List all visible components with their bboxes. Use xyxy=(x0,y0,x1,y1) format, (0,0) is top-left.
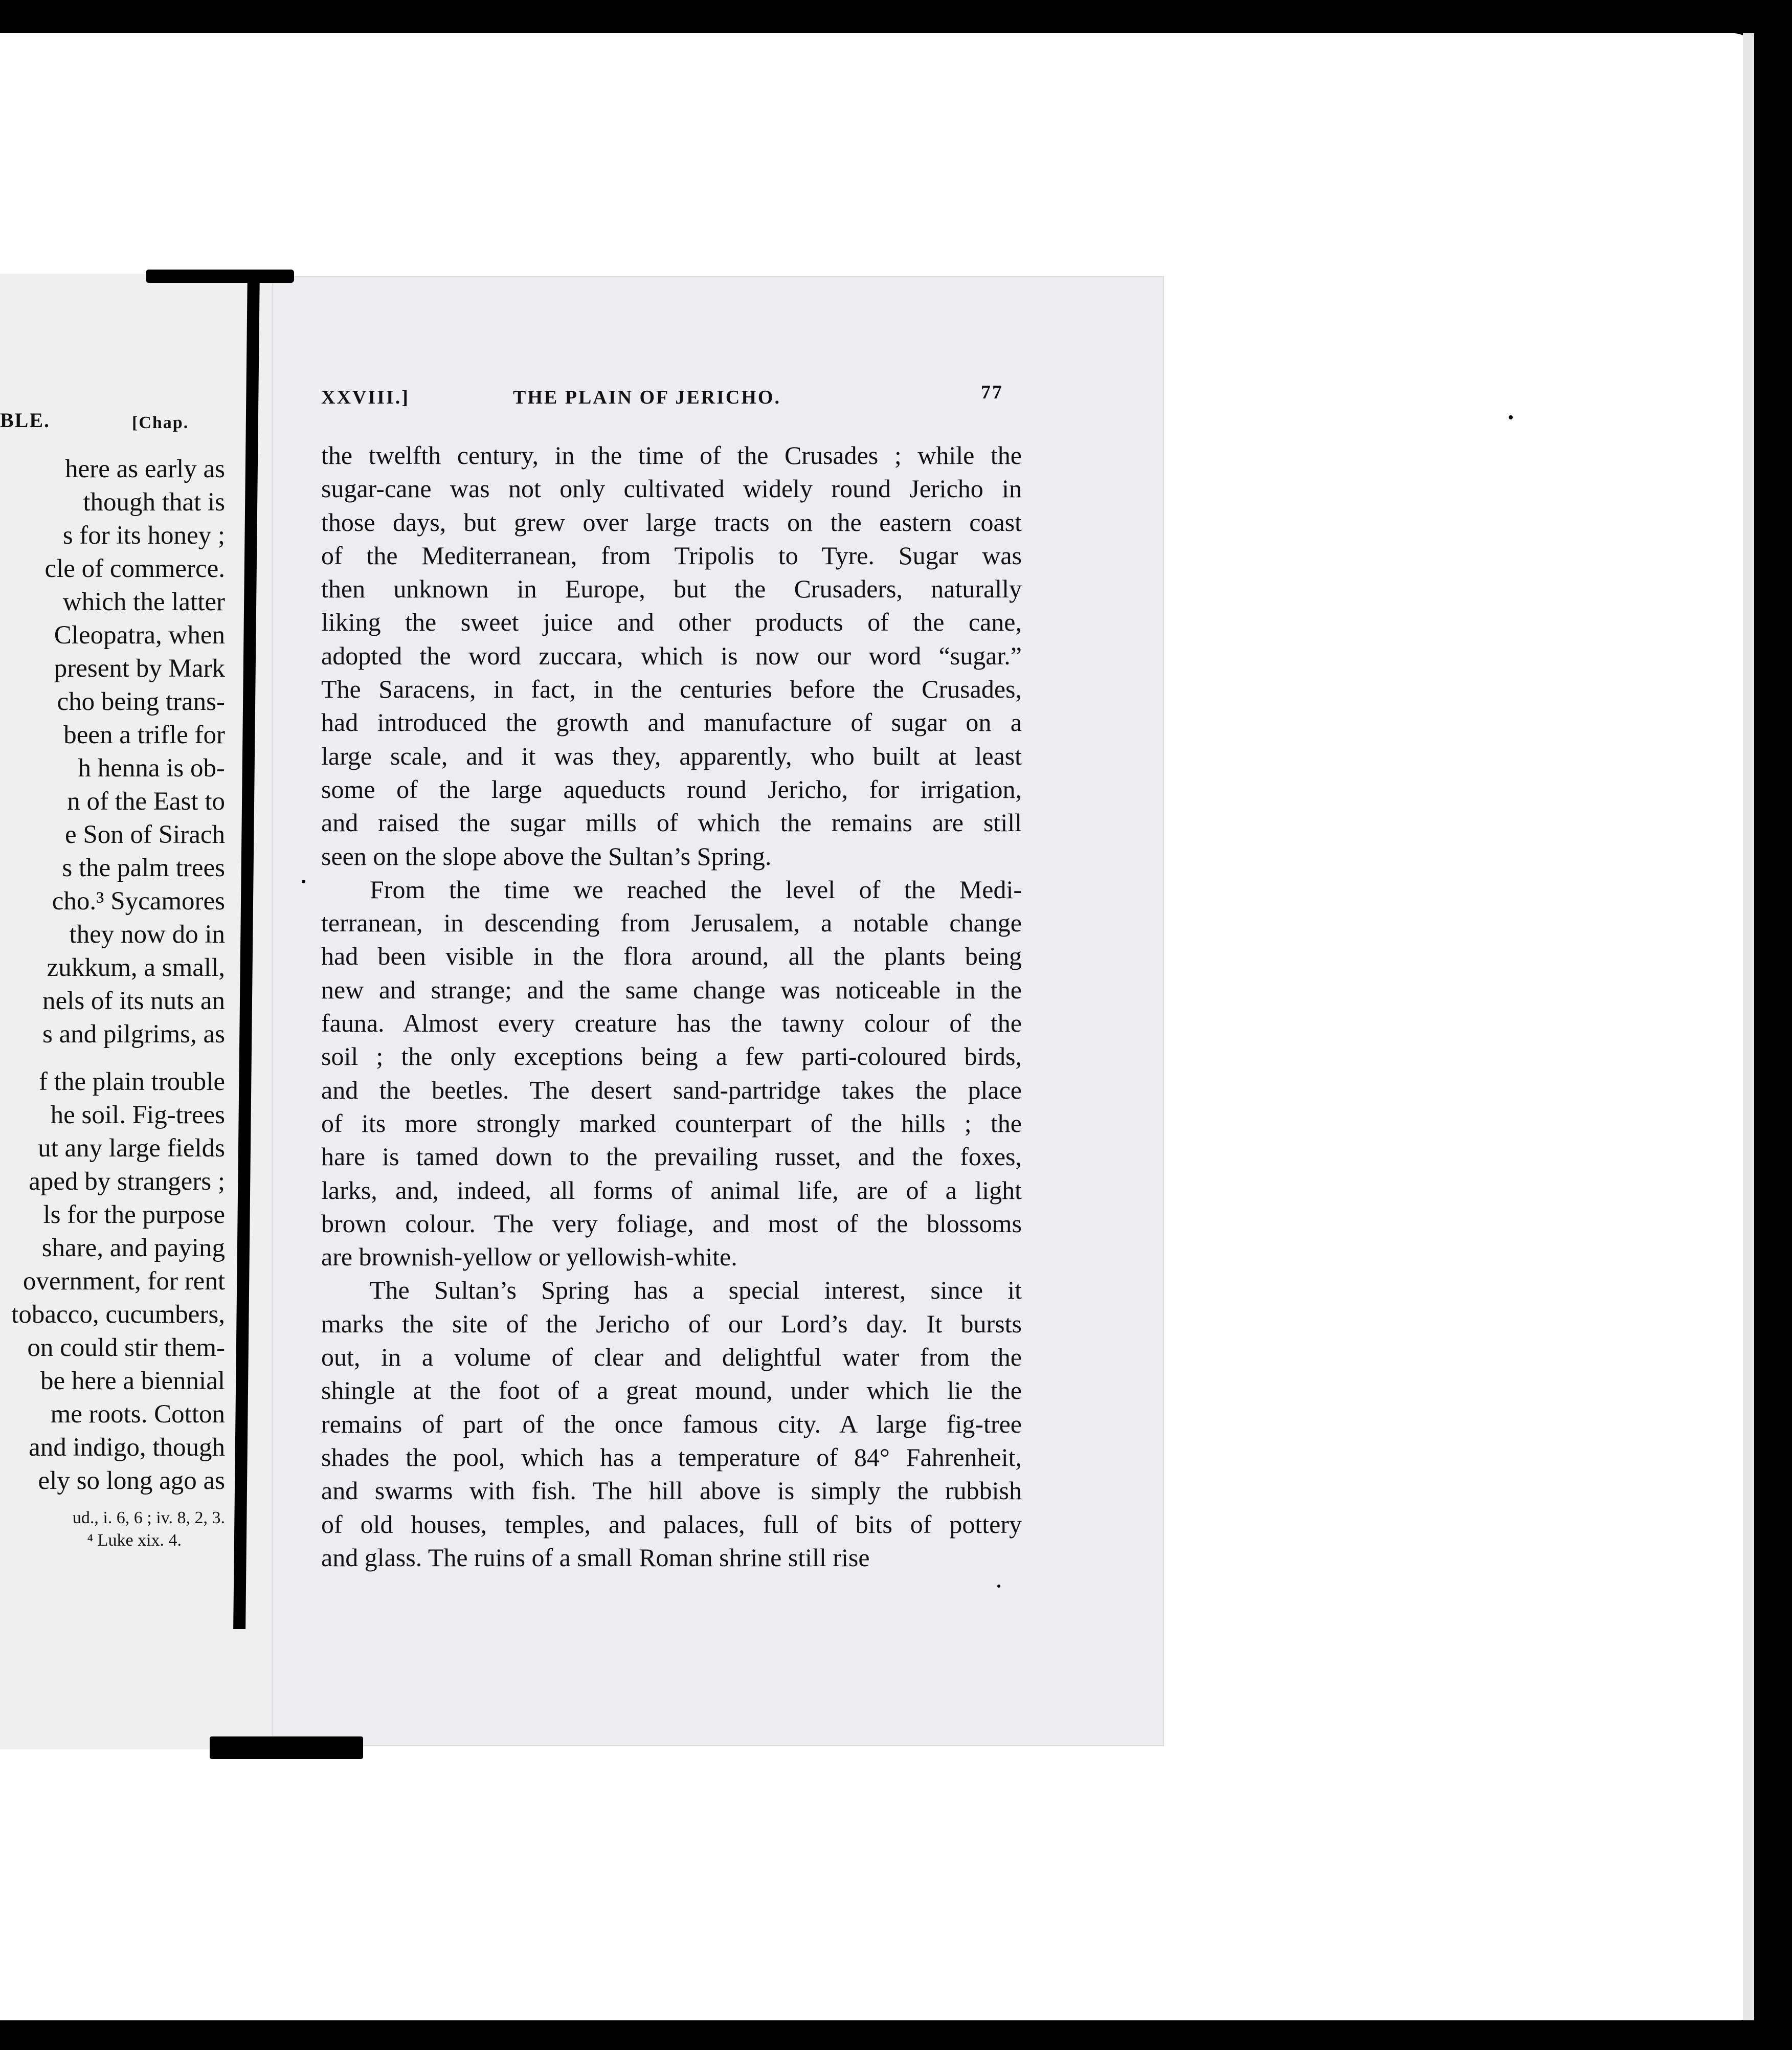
left-text-line: n of the East to xyxy=(67,787,225,816)
body-text-line: The Saracens, in fact, in the centuries before the Crusades, xyxy=(321,675,1022,704)
body-text-line: seen on the slope above the Sultan’s Spring. xyxy=(321,841,772,871)
body-text-line: liking the sweet juice and other products of the cane, xyxy=(321,608,1022,637)
body-text-line: larks, and, indeed, all forms of animal life, are of a light xyxy=(321,1175,1022,1205)
chapter-label: XXVIII.] xyxy=(321,387,410,408)
body-text-line: brown colour. The very foliage, and most of the blossoms xyxy=(321,1209,1022,1238)
body-text-line: fauna. Almost every creature has the tawny colour of the xyxy=(321,1009,1022,1038)
body-text-line: had introduced the growth and manufacture of sugar on a xyxy=(321,708,1022,737)
left-text-line: cho.³ Sycamores xyxy=(52,887,225,916)
body-text-line: The Sultan’s Spring has a special interest, since it xyxy=(370,1276,1022,1305)
scan-speck xyxy=(302,880,305,883)
left-running-head: BLE. xyxy=(0,409,51,432)
body-text-line: and the beetles. The desert sand-partridge takes the place xyxy=(321,1075,1022,1104)
left-text-line: and indigo, though xyxy=(29,1433,225,1462)
body-text-line: new and strange; and the same change was noticeable in the xyxy=(321,975,1022,1004)
left-text-line: s the palm trees xyxy=(62,854,225,882)
running-title: THE PLAIN OF JERICHO. xyxy=(513,387,781,408)
body-text-line: and glass. The ruins of a small Roman shrine still rise xyxy=(321,1543,870,1572)
left-text-line: ely so long ago as xyxy=(38,1466,225,1495)
scan-speck xyxy=(1509,415,1513,419)
body-text-line: some of the large aqueducts round Jericho, for irrigation, xyxy=(321,774,1022,804)
left-page-body xyxy=(0,0,225,2050)
scan-speck xyxy=(997,1585,1000,1588)
right-page-body xyxy=(321,439,1022,1574)
left-text-line: been a trifle for xyxy=(63,721,225,749)
bracket-top-bar xyxy=(146,270,294,283)
body-text-line: are brownish-yellow or yellowish-white. xyxy=(321,1242,737,1272)
left-text-line: ls for the purpose xyxy=(43,1200,225,1229)
left-text-line: f the plain trouble xyxy=(39,1067,225,1096)
left-text-line: which the latter xyxy=(62,588,225,616)
sheet-edge xyxy=(1743,33,1754,2020)
left-text-line: present by Mark xyxy=(54,654,225,683)
body-text-line: and swarms with fish. The hill above is simply the rubbish xyxy=(321,1476,1022,1505)
body-text-line: shingle at the foot of a great mound, under which lie the xyxy=(321,1376,1022,1405)
body-text-line: of its more strongly marked counterpart of the hills ; the xyxy=(321,1108,1022,1138)
body-text-line: soil ; the only exceptions being a few parti-coloured birds, xyxy=(321,1042,1022,1071)
left-text-line: be here a biennial xyxy=(40,1367,225,1395)
body-text-line: sugar-cane was not only cultivated widely round Jericho in xyxy=(321,474,1022,503)
body-text-line: shades the pool, which has a temperature of 84° Fahrenheit, xyxy=(321,1442,1022,1472)
left-text-line: aped by strangers ; xyxy=(29,1167,225,1196)
page-number: 77 xyxy=(981,382,1003,403)
body-text-line: terranean, in descending from Jerusalem, a notable change xyxy=(321,908,1022,938)
left-text-line: zukkum, a small, xyxy=(47,953,225,982)
left-text-line: nels of its nuts an xyxy=(42,987,225,1015)
body-text-line: marks the site of the Jericho of our Lord’s day. It bursts xyxy=(321,1309,1022,1338)
left-text-line: though that is xyxy=(83,488,225,517)
left-text-line: ut any large fields xyxy=(38,1134,225,1163)
body-text-line: out, in a volume of clear and delightful water from the xyxy=(321,1343,1022,1372)
left-text-line: on could stir them- xyxy=(27,1333,225,1362)
body-text-line: hare is tamed down to the prevailing russet, and the foxes, xyxy=(321,1142,1022,1171)
left-text-line: share, and paying xyxy=(41,1234,225,1262)
body-text-line: of old houses, temples, and palaces, full of bits of pottery xyxy=(321,1509,1022,1539)
left-chapter-label: [Chap. xyxy=(132,413,189,432)
left-text-line: cle of commerce. xyxy=(44,554,225,583)
body-text-line: of the Mediterranean, from Tripolis to Tyre. Sugar was xyxy=(321,541,1022,570)
body-text-line: remains of part of the once famous city. A large fig-tree xyxy=(321,1409,1022,1438)
right-page-header xyxy=(321,382,1004,417)
left-text-line: they now do in xyxy=(69,920,225,949)
left-footnote: ud., i. 6, 6 ; iv. 8, 2, 3. xyxy=(72,1508,225,1527)
body-text-line: then unknown in Europe, but the Crusaders, naturally xyxy=(321,574,1022,604)
left-text-line: me roots. Cotton xyxy=(50,1400,225,1429)
left-text-line: cho being trans- xyxy=(57,687,225,716)
body-text-line: those days, but grew over large tracts on the eastern coast xyxy=(321,507,1022,537)
body-text-line: the twelfth century, in the time of the Crusades ; while the xyxy=(321,441,1022,470)
body-text-line: had been visible in the flora around, all the plants being xyxy=(321,942,1022,971)
left-text-line: here as early as xyxy=(65,455,225,483)
left-text-line: overnment, for rent xyxy=(23,1267,225,1296)
left-footnote: ⁴ Luke xix. 4. xyxy=(87,1531,182,1550)
left-text-line: s and pilgrims, as xyxy=(42,1020,225,1049)
body-text-line: From the time we reached the level of the Medi- xyxy=(370,875,1022,904)
left-text-line: h henna is ob- xyxy=(78,754,225,783)
bracket-bottom-bar xyxy=(210,1736,363,1759)
body-text-line: and raised the sugar mills of which the remains are still xyxy=(321,808,1022,837)
left-text-line: s for its honey ; xyxy=(62,521,225,550)
left-text-line: tobacco, cucumbers, xyxy=(11,1300,225,1329)
body-text-line: large scale, and it was they, apparently, who built at least xyxy=(321,741,1022,770)
left-text-line: Cleopatra, when xyxy=(54,621,225,650)
left-text-line: e Son of Sirach xyxy=(64,820,225,849)
left-text-line: he soil. Fig-trees xyxy=(50,1101,225,1129)
body-text-line: adopted the word zuccara, which is now our word “sugar.” xyxy=(321,641,1022,670)
